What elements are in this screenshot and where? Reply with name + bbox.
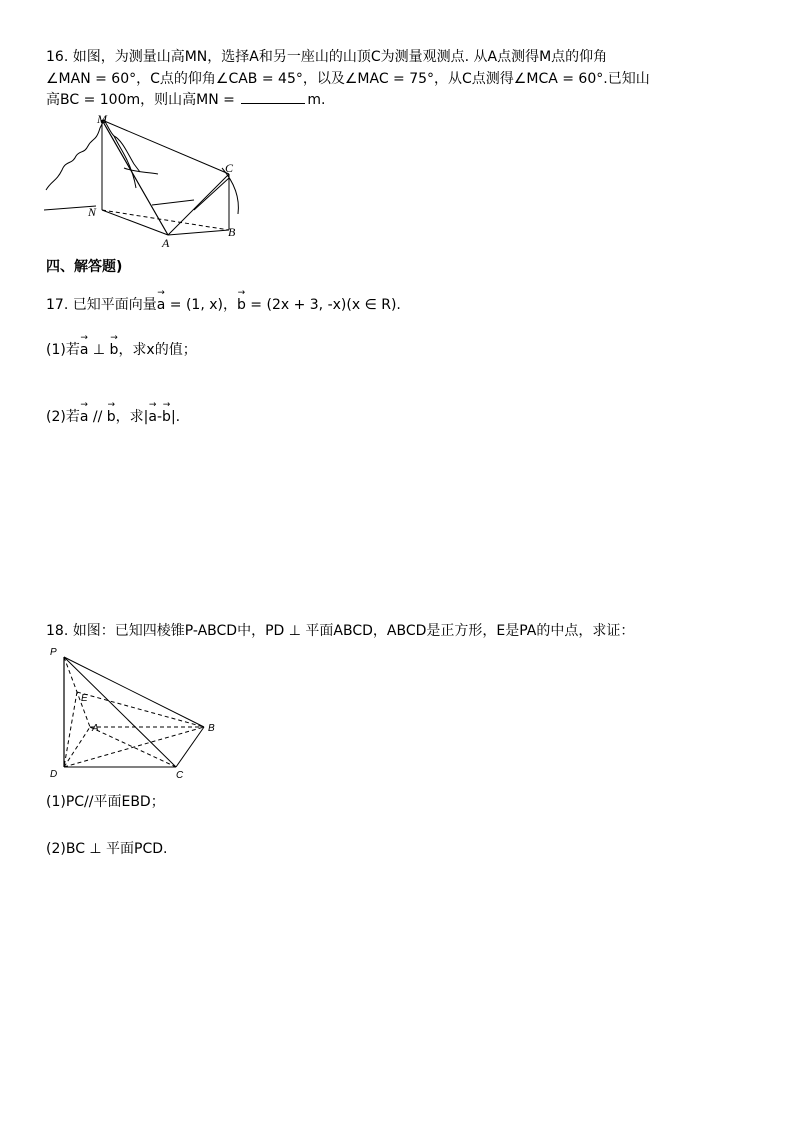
label-C: C	[176, 770, 184, 780]
label-A: A	[92, 723, 99, 734]
q17-perp: ⊥	[88, 342, 110, 358]
q17-p2-suffix: |.	[170, 409, 181, 425]
q17-mid1: = (1, x)，	[165, 297, 237, 313]
label-B: B	[208, 723, 215, 734]
q18-pyramid-figure	[44, 645, 224, 780]
vector-a: → a	[80, 341, 89, 359]
q17-prefix: 17. 已知平面向量	[46, 297, 157, 313]
vector-b: → b	[237, 296, 246, 314]
answer-blank	[241, 91, 305, 104]
q16-figure	[44, 110, 244, 250]
vector-a: → a	[80, 408, 89, 426]
q16-line2: ∠MAN = 60°，C点的仰角∠CAB = 45°，以及∠MAC = 75°，从C点测得∠MCA = 60°.已知山	[46, 71, 650, 87]
vector-b: → b	[107, 408, 116, 426]
section-title: 四、解答题)	[46, 259, 123, 275]
q17-p1-suffix: ，求x的值；	[118, 342, 197, 358]
label-E: E	[81, 693, 88, 704]
q17-part2	[46, 408, 180, 426]
label-A: A	[162, 236, 170, 250]
vector-b: → b	[110, 341, 119, 359]
q17-part1	[46, 341, 197, 359]
q16-unit: m.	[307, 92, 326, 108]
label-B: B	[228, 225, 236, 239]
q17-stem	[46, 296, 401, 314]
label-C: C	[225, 161, 234, 175]
vector-a: → a	[157, 296, 166, 314]
q16-line1: 16. 如图，为测量山高MN，选择A和另一座山的山顶C为测量观测点. 从A点测得M点的仰角	[46, 49, 608, 65]
vector-b: → b	[162, 408, 171, 426]
q17-p2-mid: ，求|	[115, 409, 149, 425]
q17-parallel: //	[88, 409, 107, 425]
label-M: M	[97, 112, 107, 126]
q16-line3-text: 高BC = 100m，则山高MN =	[46, 92, 240, 108]
q17-p1-prefix: (1)若	[46, 342, 80, 358]
q18-part1: (1)PC//平面EBD；	[46, 794, 165, 810]
q16-line3	[46, 91, 325, 109]
label-P: P	[50, 647, 57, 658]
q18-part2: (2)BC ⊥ 平面PCD.	[46, 841, 168, 857]
q17-minus: -	[156, 409, 163, 425]
q17-p2-prefix: (2)若	[46, 409, 80, 425]
q17-mid2: = (2x + 3, -x)(x ∈ R).	[245, 297, 401, 313]
label-N: N	[88, 205, 97, 219]
q18-line1: 18. 如图：已知四棱锥P-ABCD中，PD ⊥ 平面ABCD，ABCD是正方形，E是PA的中点，求证：	[46, 623, 635, 639]
label-D: D	[50, 769, 58, 780]
vector-a: → a	[148, 408, 157, 426]
